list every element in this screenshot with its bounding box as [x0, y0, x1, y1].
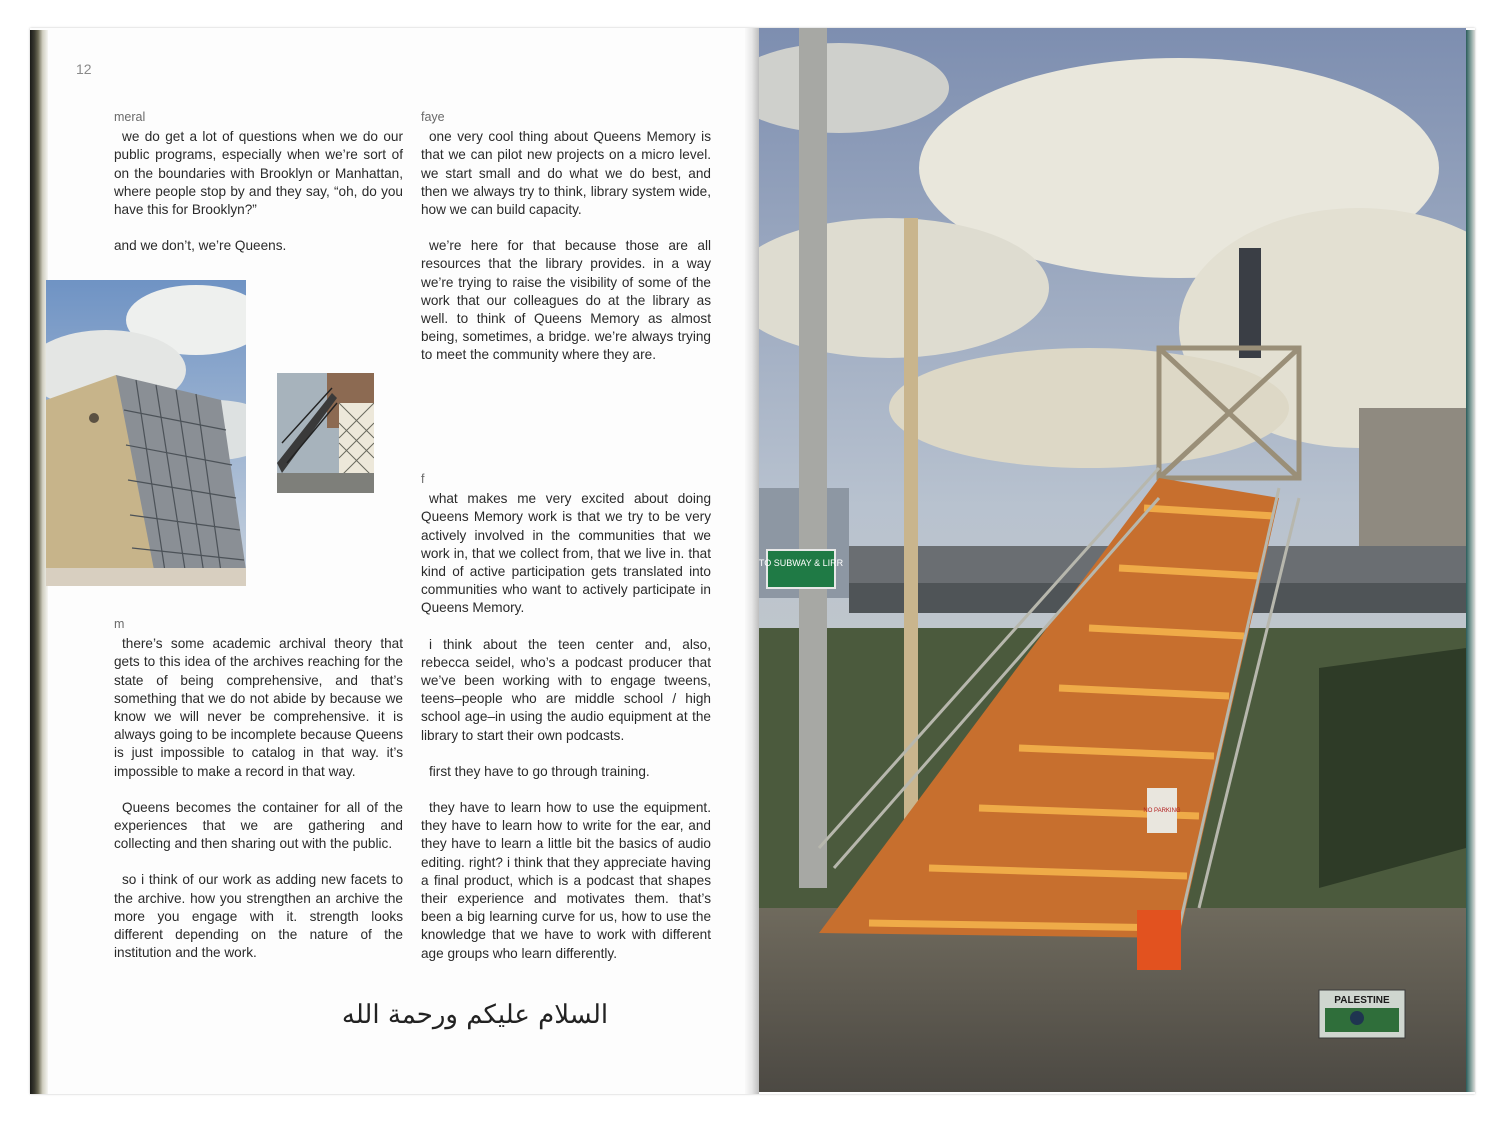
paragraph: one very cool thing about Queens Memory is that we can pilot new projects on a micro level. we start small and do what we do best, and then we always try to think, library system wide, how we can build capacity.	[421, 129, 711, 218]
paragraph: we’re here for that because those are all resources that the library provides. in a way we’re trying to raise the visibility of some of the work that our colleagues do at the library as well. to think of Queens Memory as almost being, sometimes, a bridge. we’re always trying to meet the community where they are.	[421, 238, 711, 363]
speaker-label: faye	[421, 110, 445, 124]
paragraph: we do get a lot of questions when we do our public programs, especially when we’re sort of on the boundaries with Brooklyn or Manhattan, where people stop by and they say, “oh, do you have this for Brooklyn?”	[114, 129, 403, 218]
paragraph: they have to learn how to use the equipment. they have to learn how to write for the ear, and they have to learn a little bit the basics of audio editing. right? i think that they appreciate having a final product, which is a podcast that shapes their experience and motivates them. that’s been a big learning curve for us, how to use the knowledge that we have to work with different age groups who learn differently.	[421, 800, 711, 961]
paragraph: what makes me very excited about doing Queens Memory work is that we try to be very actively involved in the communities that we work in, that we collect from, that we live in. that kind of active participation gets translated into communities who want to actively participate in Queens Memory.	[421, 491, 711, 616]
text-column-m	[114, 615, 403, 980]
speaker-label: f	[421, 472, 425, 486]
stair-small-photo	[277, 373, 374, 493]
paragraph: i think about the teen center and, also, rebecca seidel, who’s a podcast producer that we’ve been working with to engage tweens, teens–people who are middle school / high school age–in using the audio equipment at the library to start their own podcasts.	[421, 636, 711, 743]
staircase-photo	[759, 28, 1466, 1092]
text-column-faye	[421, 108, 711, 383]
no-parking-text: NO PARKING	[1143, 808, 1181, 814]
speaker-label: meral	[114, 110, 146, 124]
text-column-meral	[114, 108, 403, 273]
text-column-f	[421, 470, 711, 981]
page-gutter	[745, 28, 759, 1094]
right-page-edge	[1466, 30, 1475, 1092]
paragraph: first they have to go through training.	[429, 763, 650, 779]
building-photo	[46, 280, 246, 586]
speaker-label: m	[114, 617, 125, 631]
paragraph: there’s some academic archival theory that gets to this idea of the archives reaching for the state of being comprehensive, and that’s something that we do not abide by because we know we will never be comprehensive. it is always going to be incomplete because Queens is just impossible to catalog in that way. it’s impossible to make a record in that way.	[114, 636, 403, 779]
palestine-sticker-text: PALESTINE	[1334, 995, 1390, 1006]
paragraph: and we don’t, we’re Queens.	[114, 238, 287, 254]
subway-sign-text: TO SUBWAY & LIRR	[759, 558, 844, 568]
paragraph: so i think of our work as adding new facets to the archive. how you strengthen an archive the more you engage with it. strength looks different depending on the nature of the institution and the work.	[114, 872, 403, 961]
page-number: 12	[76, 61, 92, 77]
arabic-greeting: السلام عليكم ورحمة الله	[341, 1000, 609, 1030]
paragraph: Queens becomes the container for all of the experiences that we are gathering and collecting and then sharing out with the public.	[114, 799, 403, 852]
